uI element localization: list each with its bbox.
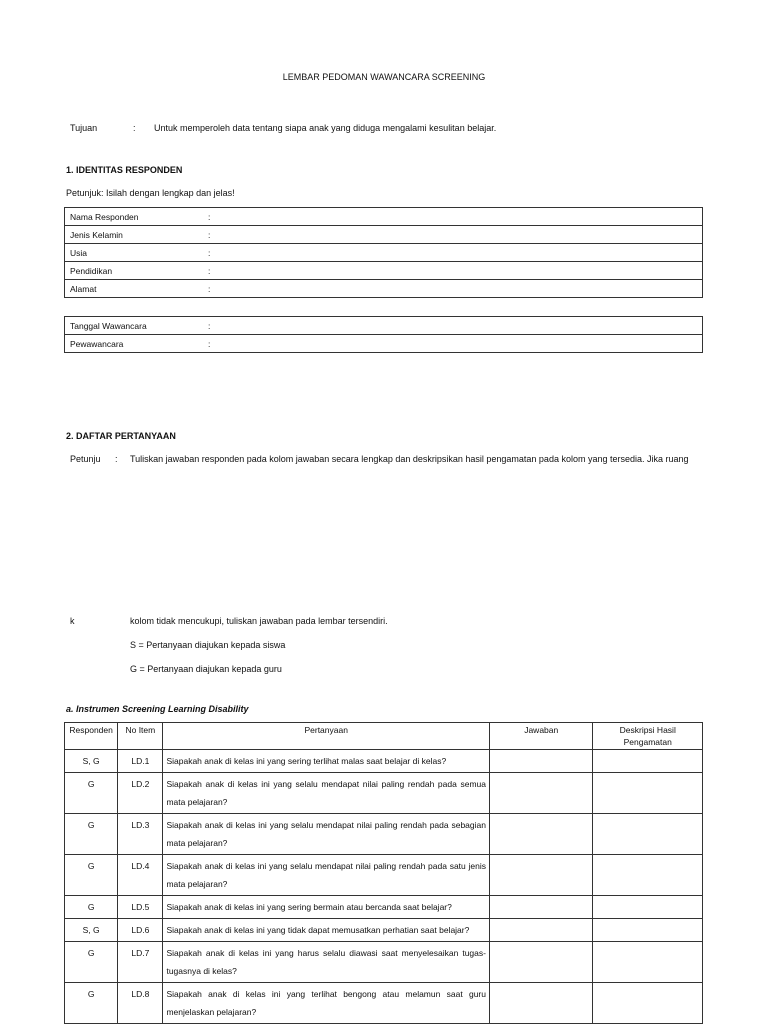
interview-info-row — [65, 317, 703, 335]
table-row — [65, 814, 703, 855]
cell-no-item: LD.1 — [118, 750, 163, 773]
cell-jawaban[interactable] — [489, 983, 592, 1024]
cell-jawaban[interactable] — [489, 942, 592, 983]
cell-jawaban[interactable] — [489, 919, 592, 942]
field-value[interactable] — [216, 208, 703, 226]
section-2-instruction-colon: : — [115, 454, 118, 464]
section-1-instruction: Petunjuk: Isilah dengan lengkap dan jelas! — [66, 188, 235, 198]
identity-row — [65, 280, 703, 298]
cell-responden: S, G — [65, 919, 118, 942]
cell-responden: G — [65, 855, 118, 896]
table-row — [65, 855, 703, 896]
table-row — [65, 750, 703, 773]
field-label: Nama Responden — [65, 208, 209, 226]
cell-no-item: LD.6 — [118, 919, 163, 942]
interview-info-row — [65, 335, 703, 353]
note-siswa: S = Pertanyaan diajukan kepada siswa — [130, 640, 286, 650]
tujuan-text: Untuk memperoleh data tentang siapa anak yang diduga mengalami kesulitan belajar. — [154, 123, 497, 133]
header-jawaban: Jawaban — [489, 723, 592, 750]
identity-row — [65, 262, 703, 280]
question-table — [64, 722, 703, 1024]
cell-responden: S, G — [65, 750, 118, 773]
field-value[interactable] — [216, 262, 703, 280]
cell-pertanyaan: Siapakah anak di kelas ini yang selalu mendapat nilai paling rendah pada semua mata pelajaran? — [163, 773, 490, 814]
cell-responden: G — [65, 896, 118, 919]
cell-responden: G — [65, 983, 118, 1024]
table-row — [65, 983, 703, 1024]
section-2-instruction-label: Petunju — [70, 454, 101, 464]
cell-pertanyaan: Siapakah anak di kelas ini yang selalu mendapat nilai paling rendah pada satu jenis mata pelajaran? — [163, 855, 490, 896]
cell-deskripsi[interactable] — [593, 773, 703, 814]
field-label: Alamat — [65, 280, 209, 298]
cell-jawaban[interactable] — [489, 750, 592, 773]
cell-responden: G — [65, 773, 118, 814]
note-guru: G = Pertanyaan diajukan kepada guru — [130, 664, 282, 674]
field-value[interactable] — [216, 226, 703, 244]
cell-pertanyaan: Siapakah anak di kelas ini yang terlihat bengong atau melamun saat guru menjelaskan pelajaran? — [163, 983, 490, 1024]
cell-deskripsi[interactable] — [593, 814, 703, 855]
field-colon: : — [208, 317, 216, 335]
cell-no-item: LD.2 — [118, 773, 163, 814]
field-label: Pewawancara — [65, 335, 209, 353]
table-row — [65, 919, 703, 942]
cell-deskripsi[interactable] — [593, 983, 703, 1024]
section-1-heading: 1. IDENTITAS RESPONDEN — [66, 165, 183, 175]
table-row — [65, 773, 703, 814]
cell-deskripsi[interactable] — [593, 896, 703, 919]
table-row — [65, 896, 703, 919]
cell-pertanyaan: Siapakah anak di kelas ini yang harus selalu diawasi saat menyelesaikan tugas-tugasnya di kelas? — [163, 942, 490, 983]
cell-no-item: LD.5 — [118, 896, 163, 919]
field-value[interactable] — [216, 244, 703, 262]
cell-deskripsi[interactable] — [593, 942, 703, 983]
field-value[interactable] — [216, 317, 703, 335]
field-colon: : — [208, 244, 216, 262]
section-2-heading: 2. DAFTAR PERTANYAAN — [66, 431, 176, 441]
cell-no-item: LD.4 — [118, 855, 163, 896]
tujuan-label: Tujuan — [70, 123, 98, 133]
section-2-instruction-text: Tuliskan jawaban responden pada kolom jawaban secara lengkap dan deskripsikan hasil pengamatan pada kolom yang tersedia. Jika ruang — [130, 454, 689, 464]
cell-no-item: LD.3 — [118, 814, 163, 855]
identity-row — [65, 244, 703, 262]
cell-responden: G — [65, 942, 118, 983]
field-colon: : — [208, 280, 216, 298]
cell-deskripsi[interactable] — [593, 855, 703, 896]
field-colon: : — [208, 335, 216, 353]
cell-deskripsi[interactable] — [593, 750, 703, 773]
identity-row — [65, 226, 703, 244]
cell-jawaban[interactable] — [489, 814, 592, 855]
field-label: Pendidikan — [65, 262, 209, 280]
cell-jawaban[interactable] — [489, 773, 592, 814]
field-label: Jenis Kelamin — [65, 226, 209, 244]
tujuan-colon: : — [133, 123, 136, 133]
interview-info-table — [64, 316, 703, 353]
field-colon: : — [208, 262, 216, 280]
cell-jawaban[interactable] — [489, 896, 592, 919]
header-no-item: No Item — [118, 723, 163, 750]
header-pertanyaan: Pertanyaan — [163, 723, 490, 750]
cell-pertanyaan: Siapakah anak di kelas ini yang selalu mendapat nilai paling rendah pada sebagian mata pelajaran? — [163, 814, 490, 855]
cell-no-item: LD.8 — [118, 983, 163, 1024]
cell-deskripsi[interactable] — [593, 919, 703, 942]
field-colon: : — [208, 226, 216, 244]
field-value[interactable] — [216, 335, 703, 353]
field-label: Tanggal Wawancara — [65, 317, 209, 335]
identity-row — [65, 208, 703, 226]
cell-responden: G — [65, 814, 118, 855]
field-label: Usia — [65, 244, 209, 262]
cell-pertanyaan: Siapakah anak di kelas ini yang sering terlihat malas saat belajar di kelas? — [163, 750, 490, 773]
cell-pertanyaan: Siapakah anak di kelas ini yang sering bermain atau bercanda saat belajar? — [163, 896, 490, 919]
cell-jawaban[interactable] — [489, 855, 592, 896]
question-table-header — [65, 723, 703, 750]
instruction-continuation-text: kolom tidak mencukupi, tuliskan jawaban pada lembar tersendiri. — [130, 616, 388, 626]
header-responden: Responden — [65, 723, 118, 750]
identity-table — [64, 207, 703, 298]
cell-no-item: LD.7 — [118, 942, 163, 983]
table-row — [65, 942, 703, 983]
instrument-subheading: a. Instrumen Screening Learning Disability — [66, 704, 249, 714]
field-value[interactable] — [216, 280, 703, 298]
header-deskripsi: Deskripsi Hasil Pengamatan — [593, 723, 703, 750]
instruction-continuation-label: k — [70, 616, 75, 626]
page-title: LEMBAR PEDOMAN WAWANCARA SCREENING — [282, 72, 486, 82]
cell-pertanyaan: Siapakah anak di kelas ini yang tidak dapat memusatkan perhatian saat belajar? — [163, 919, 490, 942]
field-colon: : — [208, 208, 216, 226]
